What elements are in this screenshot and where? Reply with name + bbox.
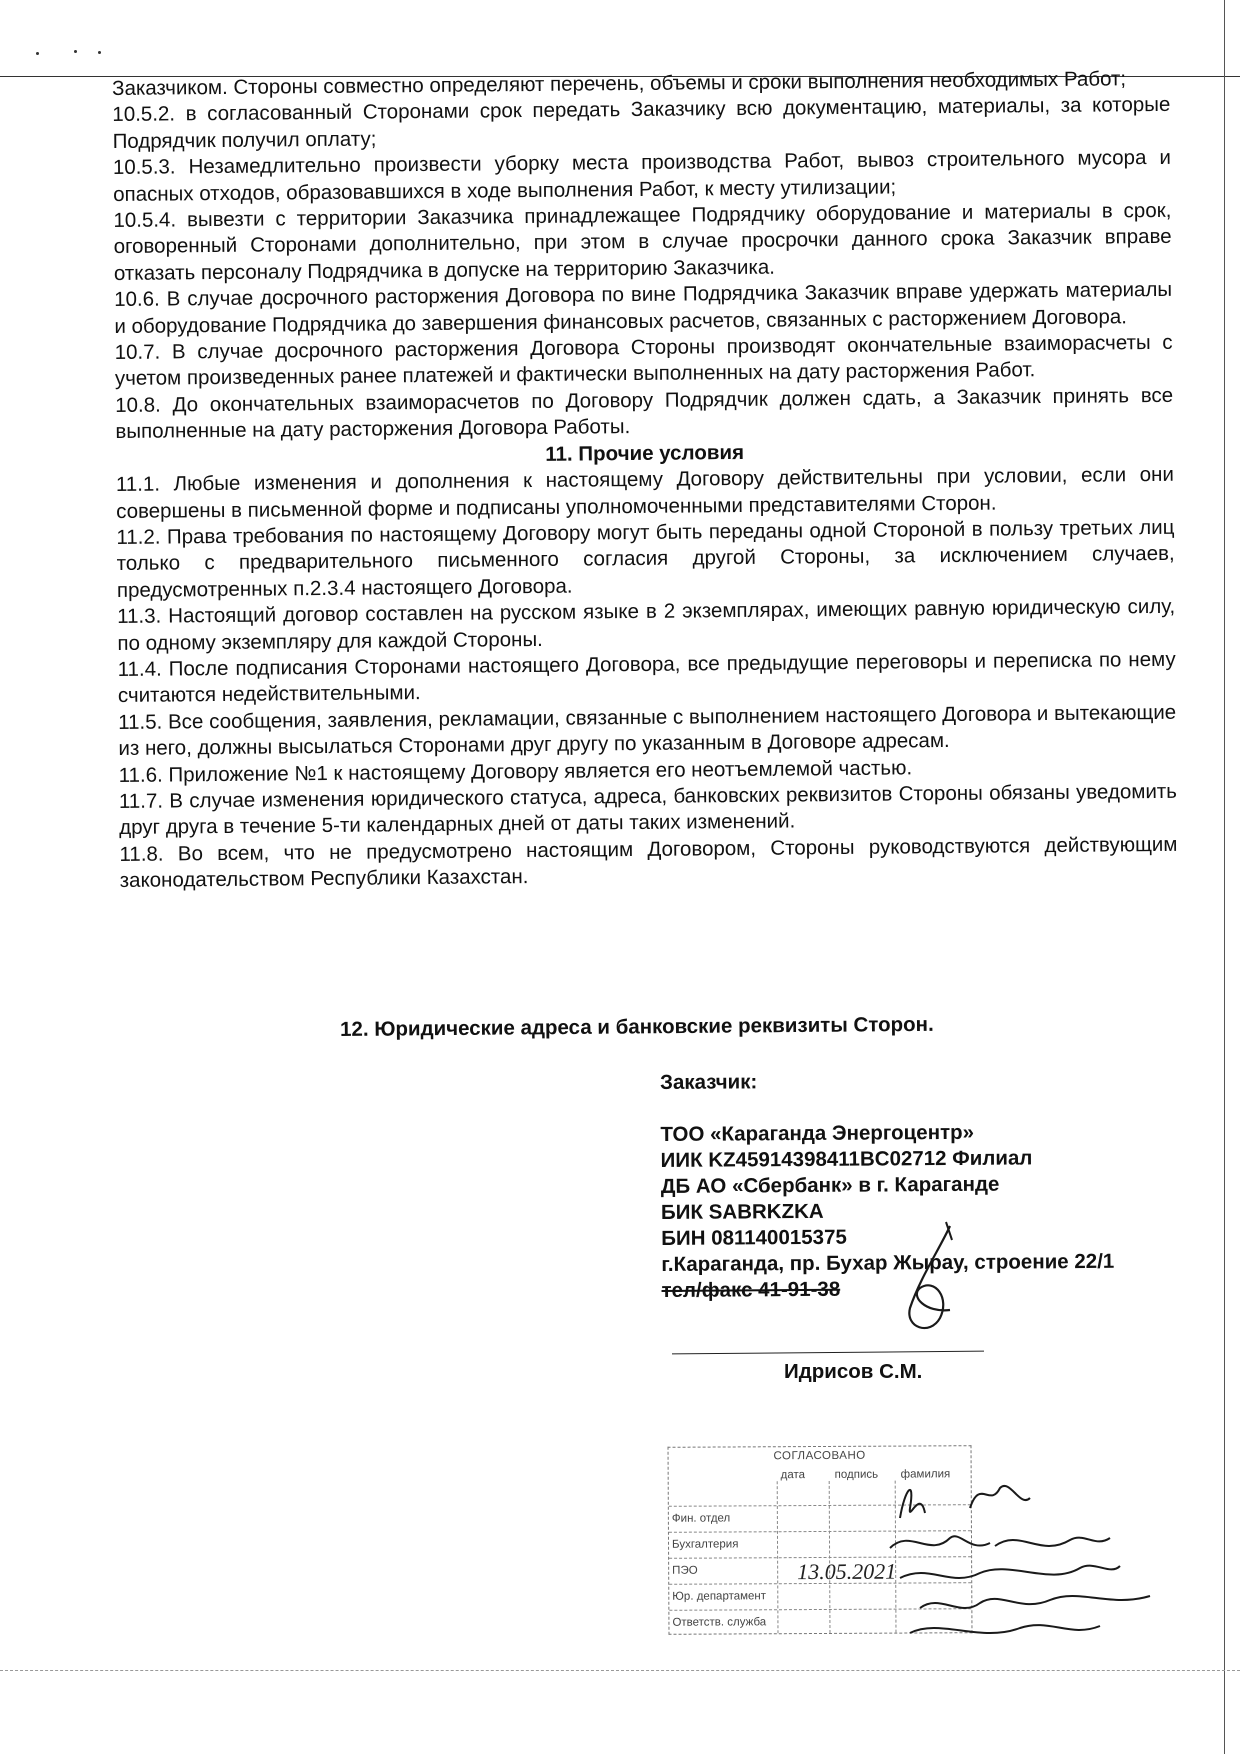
requisite-line: БИК SABRKZKA	[660, 1199, 824, 1224]
approval-date: 13.05.2021	[797, 1558, 897, 1585]
stamp-column: подпись	[834, 1468, 879, 1481]
clause: 11.6. Приложение №1 к настоящему Договору является его неотъемлемой частью.	[118, 755, 913, 787]
signer-name: Идрисов С.М.	[784, 1360, 923, 1383]
scan-speck	[98, 51, 101, 54]
signature-line	[672, 1351, 984, 1355]
clause: 11.2. Права требования по настоящему Договору могут быть переданы одной Стороной в пользу третьих лиц только с предварительного письменного согласия другой Стороны, за исключением случаев, предусмотренных п.2.3.4 настоящего Договора.	[116, 515, 1175, 602]
approval-signatures	[880, 1468, 1180, 1658]
stamp-row: ПЭО	[669, 1556, 971, 1585]
stamp-column: дата	[780, 1469, 806, 1482]
scan-speck	[36, 52, 39, 55]
paragraph: 10.6. В случае досрочного расторжения Договора по вине Подрядчика Заказчик вправе удержать материалы и оборудование Подрядчика до завершения финансовых расчетов, связанных с расторжением Договора.	[114, 278, 1173, 338]
stamp-column: фамилия	[900, 1468, 951, 1481]
party-label: Заказчик:	[660, 1070, 758, 1094]
struck-phone-line: тел/факс 41-91-38	[661, 1277, 841, 1302]
bottom-rule	[0, 1670, 1240, 1671]
scan-speck	[74, 50, 77, 53]
paragraph: 10.7. В случае досрочного расторжения Договора Стороны производят окончательные взаиморасчеты с учетом произведенных ранее платежей и фактически выполненных на дату расторжения Работ.	[114, 330, 1173, 391]
stamp-row: Фин. отдел	[669, 1504, 971, 1533]
requisite-line: г.Караганда, пр. Бухар Жырау, строение 22/1	[661, 1249, 1115, 1276]
clause: 11.7. В случае изменения юридического статуса, адреса, банковских реквизитов Стороны обязаны уведомить друг друга в течение 5-ти календарных дней от даты таких изменений.	[118, 779, 1178, 840]
requisite-line: ТОО «Караганда Энергоцентр»	[660, 1120, 975, 1146]
clause: 11.5. Все сообщения, заявления, рекламации, связанные с выполнением настоящего Договора и вытекающие из него, должны высылаться Сторонами друг другу по указанным в Договоре адресам.	[118, 700, 1177, 761]
stamp-title: СОГЛАСОВАНО	[773, 1449, 866, 1463]
paragraph: 10.5.4. вывезти с территории Заказчика принадлежащее Подрядчику оборудование и материалы в срок, оговоренный Сторонами дополнительно, при этом в случае просрочки данного срока Заказчик вправе отказать персоналу Подрядчика в допуске на территорию Заказчика.	[113, 198, 1172, 285]
page-edge	[1224, 0, 1225, 1754]
section-11-heading: 11. Прочие условия	[545, 440, 745, 466]
paragraph: 10.8. До окончательных взаиморасчетов по Договору Подрядчик должен сдать, а Заказчик принять все выполненные на дату расторжения Договора Работы.	[115, 383, 1174, 444]
section-12-heading: 12. Юридические адреса и банковские реквизиты Сторон.	[340, 1012, 934, 1041]
paragraph: Заказчиком. Стороны совместно определяют перечень, объемы и сроки выполнения необходимых Работ;	[112, 67, 1127, 100]
requisite-line: ДБ АО «Сбербанк» в г. Караганде	[660, 1172, 1000, 1198]
paragraph: 10.5.2. в согласованный Сторонами срок передать Заказчику всю документацию, материалы, за которые Подрядчик получил оплату;	[112, 93, 1171, 153]
requisite-line: ИИК KZ45914398411BC02712 Филиал	[660, 1146, 1033, 1172]
clause: 11.1. Любые изменения и дополнения к настоящему Договору действительны при условии, если они совершены в письменной форме и подписаны уполномоченными представителями Сторон.	[115, 462, 1174, 523]
contract-body	[112, 66, 1178, 895]
clause: 11.8. Во всем, что не предусмотрено настоящим Договором, Стороны руководствуются действующим законодательством Республики Казахстан.	[119, 832, 1178, 893]
requisite-line: БИН 081140015375	[661, 1225, 847, 1250]
clause: 11.3. Настоящий договор составлен на русском языке в 2 экземплярах, имеющих равную юридическую силу, по одному экземпляру для каждой Стороны.	[117, 594, 1176, 655]
stamp-row: Бухгалтерия	[669, 1530, 971, 1559]
clause: 11.4. После подписания Сторонами настоящего Договора, все предыдущие переговоры и переписка по нему считаются недействительными.	[117, 647, 1176, 708]
stamp-row: Ответств. служба	[669, 1608, 971, 1637]
stamp-row: Юр. департамент	[669, 1582, 971, 1611]
handwritten-signature	[880, 1218, 990, 1348]
paragraph: 10.5.3. Незамедлительно произвести уборку места производства Работ, вывоз строительного мусора и опасных отходов, образовавшихся в ходе выполнения Работ, к месту утилизации;	[112, 146, 1171, 206]
